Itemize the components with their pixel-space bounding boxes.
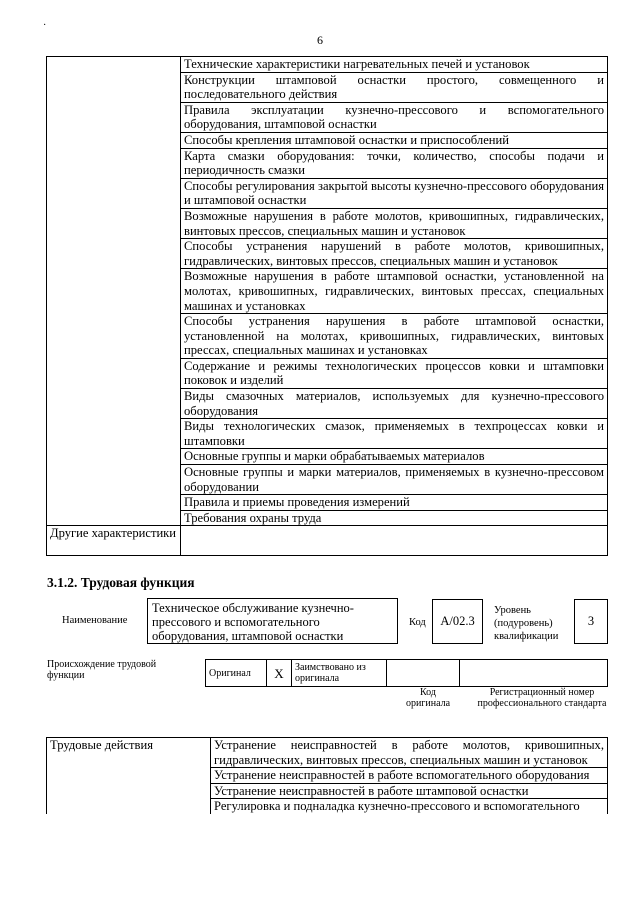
knowledge-item: Виды смазочных материалов, используемых для кузнечно-прессового оборудования: [181, 389, 608, 419]
origin-reg-cell: [460, 660, 608, 687]
knowledge-table: [46, 56, 608, 556]
knowledge-item: Способы устранения нарушения в работе штамповой оснастки, установленной на молотах, кривошипных, гидравлических, винтовых прессах, специальных машинах и установках: [181, 314, 608, 359]
knowledge-label-cell: [47, 72, 181, 102]
knowledge-label-cell: [47, 449, 181, 465]
knowledge-label-cell: [47, 178, 181, 208]
knowledge-item: Технические характеристики нагревательных печей и установок: [181, 57, 608, 73]
labor-action-row: [47, 738, 608, 768]
knowledge-label-cell: [47, 239, 181, 269]
knowledge-row: [47, 132, 608, 148]
knowledge-row: [47, 314, 608, 359]
origin-code-cell: [387, 660, 460, 687]
knowledge-item: Содержание и режимы технологических процессов ковки и штамповки поковок и изделий: [181, 358, 608, 388]
knowledge-label-cell: [47, 208, 181, 238]
knowledge-item: Возможные нарушения в работе штамповой оснастки, установленной на молотах, кривошипных, гидравлических, винтовых прессах, специальных машинах и установках: [181, 269, 608, 314]
knowledge-row: [47, 465, 608, 495]
knowledge-label-cell: [47, 510, 181, 526]
knowledge-label-cell: [47, 102, 181, 132]
registration-number-caption: Регистрационный номер профессионального стандарта: [477, 687, 607, 709]
knowledge-item: Возможные нарушения в работе молотов, кривошипных, гидравлических, винтовых прессов, специальных машин и установок: [181, 208, 608, 238]
knowledge-row: [47, 449, 608, 465]
knowledge-label-cell: [47, 314, 181, 359]
knowledge-row: [47, 178, 608, 208]
knowledge-item: Виды технологических смазок, применяемых в техпроцессах ковки и штамповки: [181, 419, 608, 449]
page-number: 6: [317, 33, 323, 47]
origin-table: [205, 659, 608, 687]
labor-action-item: Регулировка и подналадка кузнечно-прессового и вспомогательного: [211, 799, 608, 814]
knowledge-item: Правила и приемы проведения измерений: [181, 495, 608, 511]
knowledge-row: [47, 269, 608, 314]
knowledge-item: Основные группы и марки обрабатываемых материалов: [181, 449, 608, 465]
section-title: 3.1.2. Трудовая функция: [47, 575, 195, 590]
labor-actions-table: [46, 737, 608, 814]
origin-mark: X: [267, 660, 292, 687]
origin-code-caption: Код оригинала: [405, 687, 451, 709]
knowledge-row: [47, 239, 608, 269]
origin-borrowed-cell: Заимствовано из оригинала: [292, 660, 387, 687]
knowledge-row: [47, 419, 608, 449]
other-characteristics-row: [47, 526, 608, 556]
origin-original-cell: Оригинал: [206, 660, 267, 687]
knowledge-item: Способы устранения нарушений в работе молотов, кривошипных, гидравлических, винтовых прессов, специальных машин и установок: [181, 239, 608, 269]
labor-action-item: Устранение неисправностей в работе штамповой оснастки: [211, 783, 608, 799]
knowledge-row: [47, 72, 608, 102]
labor-action-item: Устранение неисправностей в работе вспомогательного оборудования: [211, 768, 608, 784]
function-name: Техническое обслуживание кузнечно-прессового и вспомогательного оборудования, штамповой оснастки: [147, 598, 398, 644]
knowledge-row: [47, 208, 608, 238]
knowledge-item: Карта смазки оборудования: точки, количество, способы подачи и периодичность смазки: [181, 148, 608, 178]
knowledge-label-cell: [47, 57, 181, 73]
knowledge-item: Требования охраны труда: [181, 510, 608, 526]
qualification-level: 3: [574, 599, 608, 644]
knowledge-row: [47, 148, 608, 178]
knowledge-label-cell: [47, 495, 181, 511]
knowledge-label-cell: [47, 465, 181, 495]
knowledge-label-cell: [47, 269, 181, 314]
knowledge-label-cell: [47, 358, 181, 388]
origin-label: Происхождение трудовой функции: [47, 659, 157, 681]
knowledge-row: [47, 495, 608, 511]
knowledge-row: [47, 358, 608, 388]
other-characteristics-label: Другие характеристики: [47, 526, 181, 556]
knowledge-label-cell: [47, 389, 181, 419]
knowledge-item: Правила эксплуатации кузнечно-прессового и вспомогательного оборудования, штамповой оснастки: [181, 102, 608, 132]
knowledge-item: Конструкции штамповой оснастки простого, совмещенного и последовательного действия: [181, 72, 608, 102]
knowledge-row: [47, 389, 608, 419]
code-label: Код: [409, 617, 426, 628]
knowledge-item: Основные группы и марки материалов, применяемых в кузнечно-прессовом оборудовании: [181, 465, 608, 495]
knowledge-row: [47, 57, 608, 73]
other-characteristics-value: [181, 526, 608, 556]
function-code: A/02.3: [432, 599, 483, 644]
name-label: Наименование: [62, 615, 128, 626]
knowledge-row: [47, 102, 608, 132]
knowledge-row: [47, 510, 608, 526]
knowledge-label-cell: [47, 148, 181, 178]
knowledge-item: Способы крепления штамповой оснастки и приспособлений: [181, 132, 608, 148]
knowledge-label-cell: [47, 132, 181, 148]
qualification-level-label: Уровень (подуровень) квалификации: [494, 605, 559, 642]
labor-actions-label: Трудовые действия: [47, 738, 211, 814]
labor-action-item: Устранение неисправностей в работе молотов, кривошипных, гидравлических, винтовых прессов, специальных машин и установок: [211, 738, 608, 768]
knowledge-item: Способы регулирования закрытой высоты кузнечно-прессового оборудования и штамповой оснастки: [181, 178, 608, 208]
corner-mark: ·: [43, 20, 47, 31]
knowledge-label-cell: [47, 419, 181, 449]
